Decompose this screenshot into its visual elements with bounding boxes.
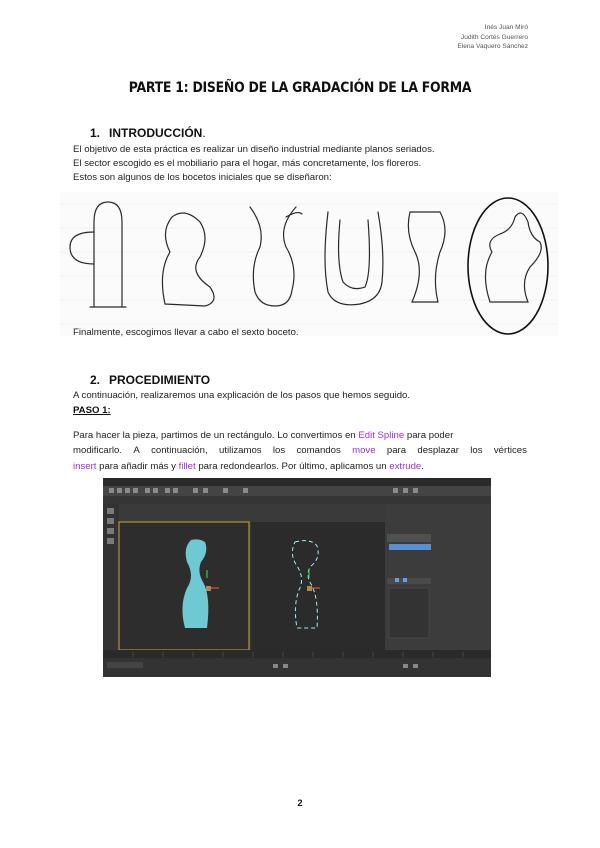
authors-block bbox=[457, 23, 528, 52]
section-number: 1. bbox=[90, 126, 101, 140]
word: utilizamos bbox=[218, 445, 262, 457]
word: los bbox=[470, 445, 483, 457]
author-1: Inés Juan Miró bbox=[484, 24, 528, 31]
page-number: 2 bbox=[297, 798, 303, 808]
word: los bbox=[272, 445, 286, 457]
text-run: Para hacer la pieza, partimos de un rectángulo. Lo convertimos en bbox=[73, 430, 356, 441]
section-title: PROCEDIMIENTO bbox=[109, 373, 211, 387]
word: modificarlo. bbox=[73, 445, 123, 457]
word: comandos bbox=[296, 445, 341, 457]
command-insert: insert bbox=[73, 460, 97, 472]
author-3: Elena Vaquero Sánchez bbox=[457, 43, 528, 51]
3dsmax-screenshot bbox=[103, 478, 491, 677]
word: A bbox=[133, 445, 140, 457]
step-line-1 bbox=[73, 428, 527, 443]
text-run: para poder bbox=[406, 430, 454, 441]
section-title: INTRODUCCIÓN bbox=[109, 126, 203, 140]
intro-paragraph bbox=[73, 143, 435, 185]
step-line-2 bbox=[73, 443, 527, 458]
heading-period: . bbox=[202, 126, 206, 140]
text-run: para añadir más y bbox=[99, 460, 176, 472]
command-edit-spline: Edit Spline bbox=[358, 430, 405, 441]
screenshot-drawing bbox=[103, 478, 491, 677]
intro-line-1: El objetivo de esta práctica es realizar un diseño industrial mediante planos seriados. bbox=[73, 144, 435, 155]
text-run: para redondearlos. Por último, aplicamos un bbox=[198, 460, 387, 472]
word: para bbox=[386, 445, 407, 457]
command-fillet: fillet bbox=[178, 460, 196, 472]
word: continuación, bbox=[151, 445, 208, 457]
initial-sketches-image bbox=[60, 192, 558, 336]
procedure-intro: A continuación, realizaremos una explicación de los pasos que hemos seguido. bbox=[73, 390, 411, 401]
step-1-text bbox=[73, 428, 527, 474]
word: vértices bbox=[493, 445, 527, 457]
word: desplazar bbox=[417, 445, 459, 457]
intro-line-2: El sector escogido es el mobiliario para el hogar, más concretamente, los floreros. bbox=[73, 158, 422, 169]
step-line-3 bbox=[73, 459, 527, 474]
author-2: Judith Cortés Guerrero bbox=[460, 33, 528, 41]
sketch-conclusion: Finalmente, escogimos llevar a cabo el sexto boceto. bbox=[73, 327, 299, 338]
command-extrude: extrude bbox=[389, 460, 422, 472]
text-run: . bbox=[421, 460, 424, 472]
page-title: PARTE 1: DISEÑO DE LA GRADACIÓN DE LA FORMA bbox=[128, 80, 472, 96]
section-number: 2. bbox=[90, 373, 101, 387]
step-label: PASO 1: bbox=[73, 405, 111, 416]
intro-line-3: Estos son algunos de los bocetos iniciales que se diseñaron: bbox=[73, 172, 332, 183]
command-move: move bbox=[352, 445, 376, 457]
